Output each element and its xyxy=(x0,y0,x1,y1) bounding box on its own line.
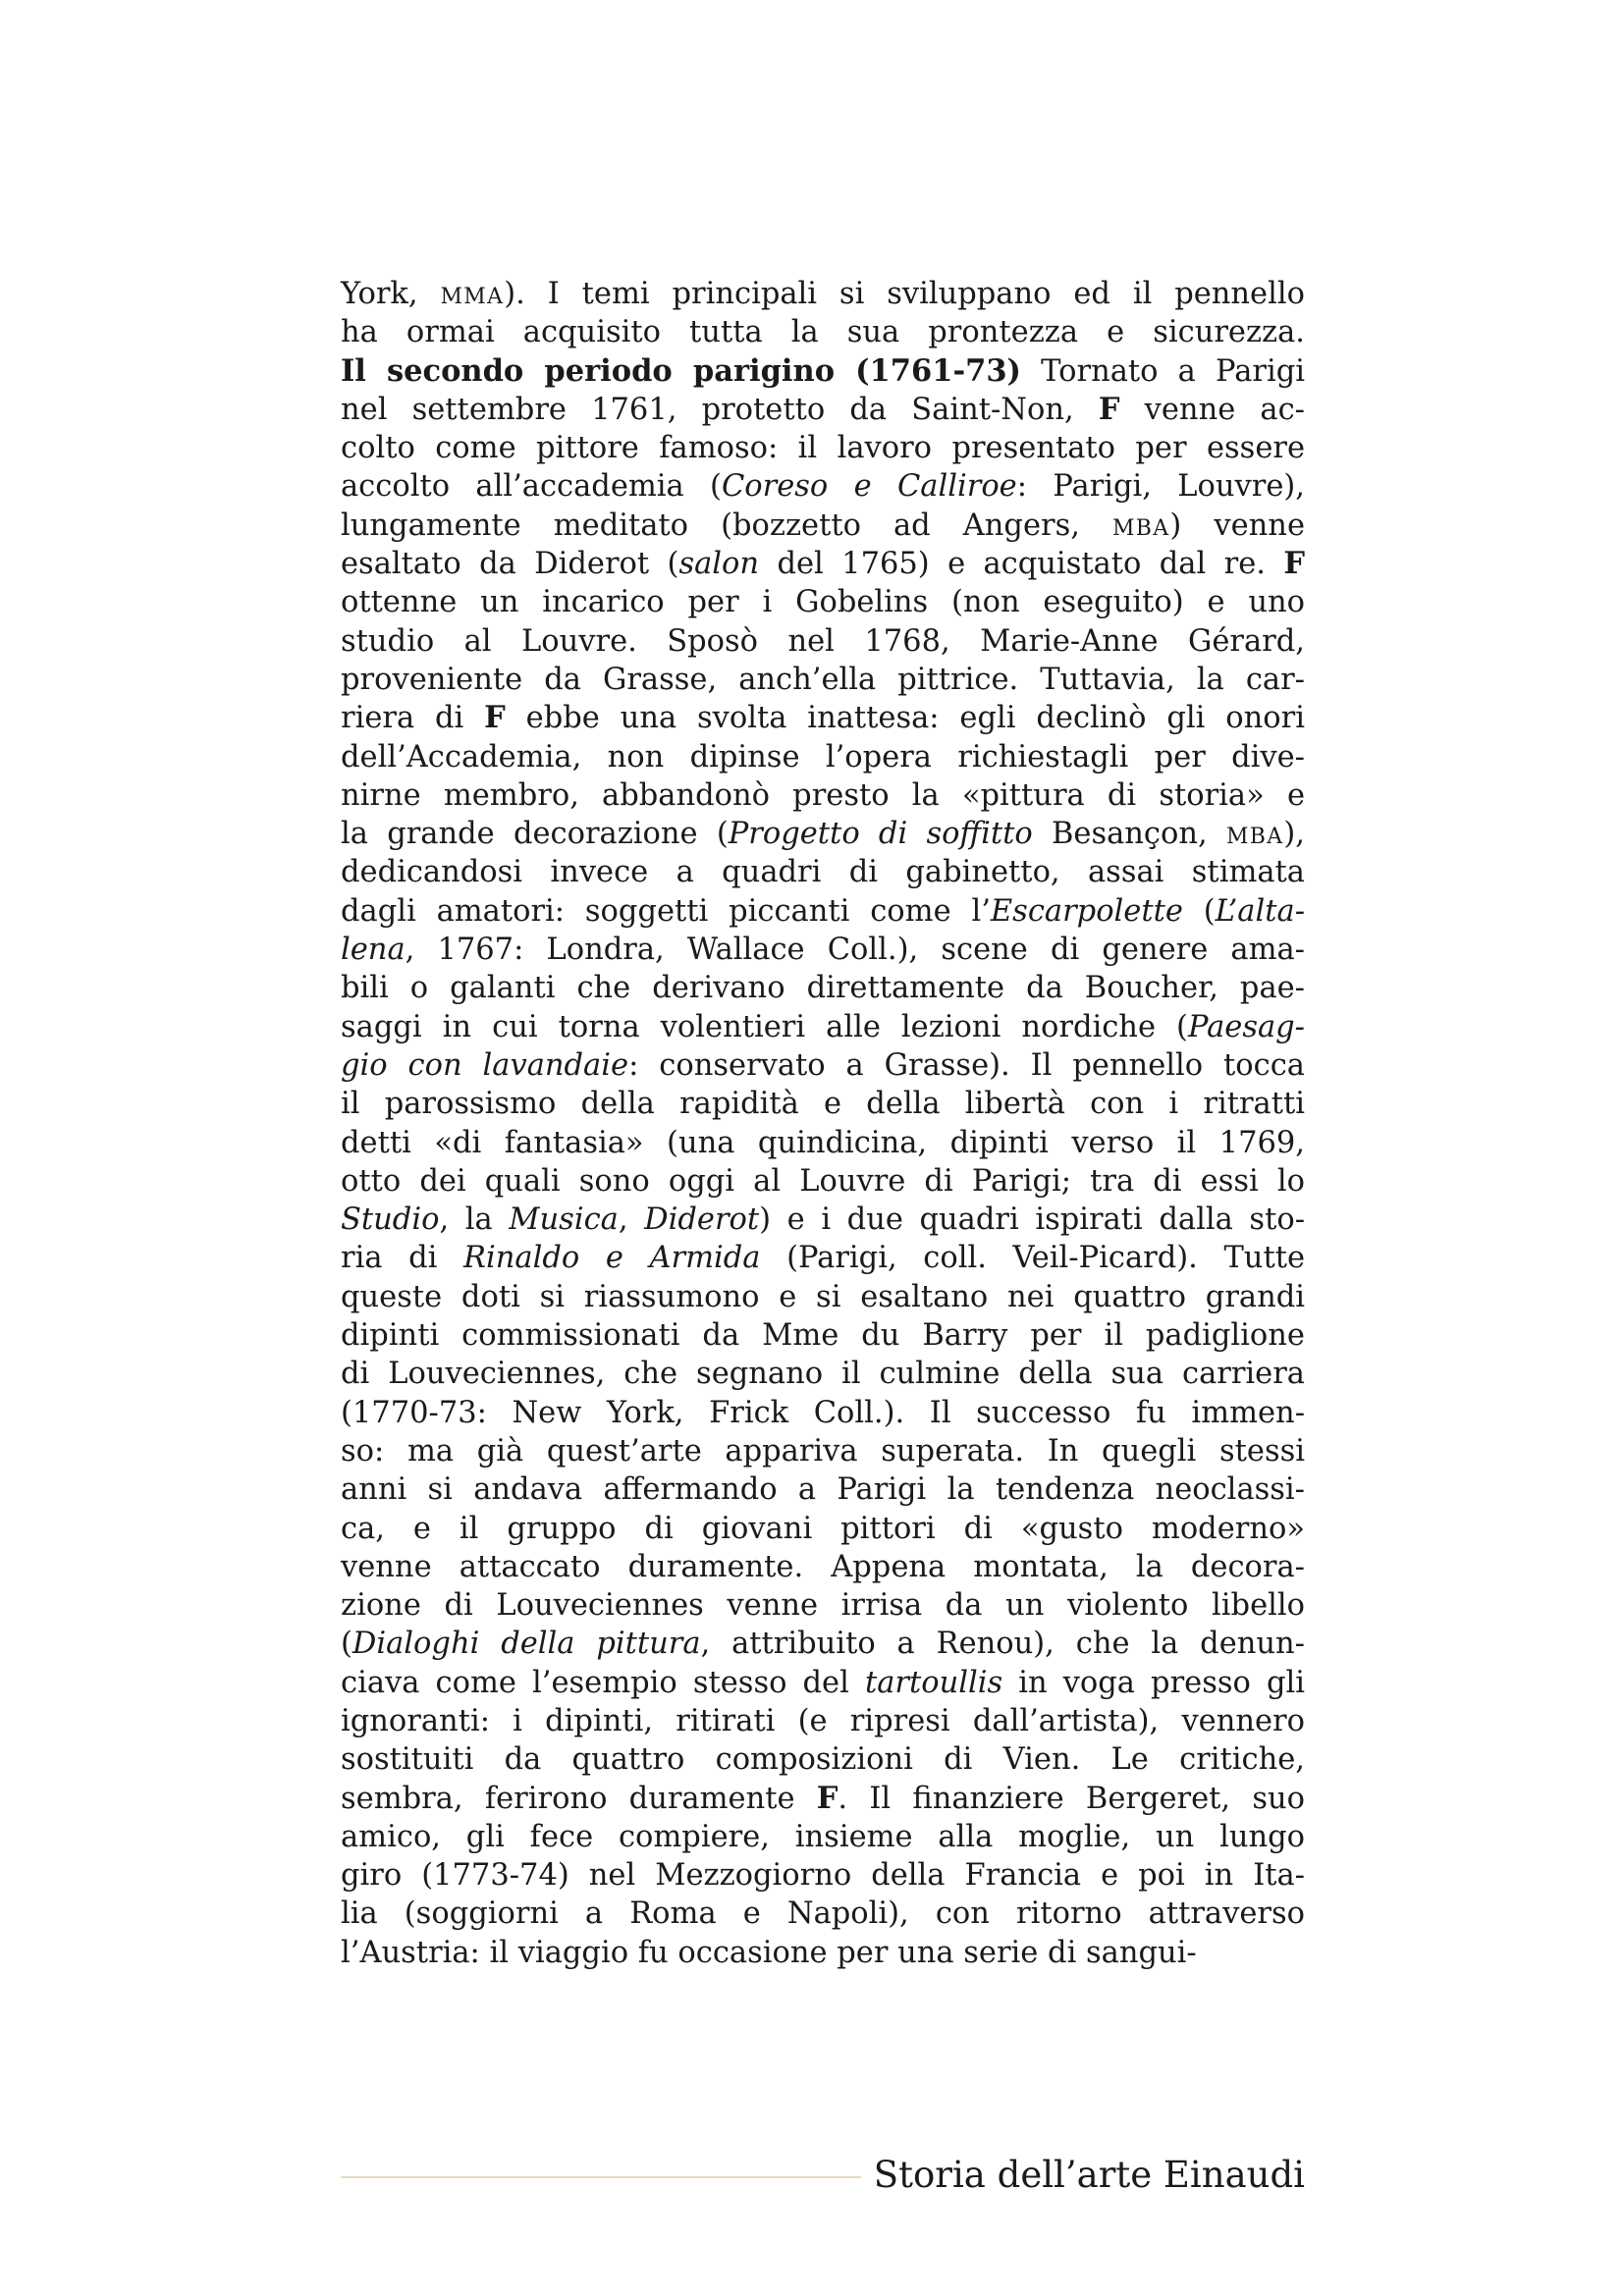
text-run: ciava come l’esempio stesso del xyxy=(341,1665,865,1700)
text-line xyxy=(341,622,1305,661)
italic-run: Diderot xyxy=(644,1202,760,1238)
text-run: . Il finanziere Bergeret, suo xyxy=(838,1781,1305,1816)
text-run: anni si andava affermando a Parigi la tendenza neoclassi- xyxy=(341,1472,1305,1508)
italic-run: Paesag- xyxy=(1187,1009,1305,1044)
text-line xyxy=(341,1316,1305,1355)
text-run: di Louveciennes, che segnano il culmine della sua carriera xyxy=(341,1357,1305,1392)
text-run: , la xyxy=(439,1202,510,1238)
italic-run: tartoullis xyxy=(864,1665,1003,1700)
text-line xyxy=(341,1664,1305,1702)
text-line xyxy=(341,545,1305,583)
text-line xyxy=(341,507,1305,545)
text-run: proveniente da Grasse, anch’ella pittrice. Tuttavia, la car- xyxy=(341,662,1305,697)
text-run: accolto all’accademia ( xyxy=(341,469,722,505)
text-line xyxy=(341,1740,1305,1779)
text-run: sembra, ferirono duramente xyxy=(341,1781,817,1816)
text-line xyxy=(341,699,1305,737)
text-line xyxy=(341,776,1305,815)
text-line xyxy=(341,1278,1305,1316)
text-line xyxy=(341,1934,1305,1972)
italic-run: Coreso e Calliroe xyxy=(721,469,1017,505)
text-line xyxy=(341,1780,1305,1818)
smallcaps-run: MMA xyxy=(440,285,505,309)
text-line xyxy=(341,1702,1305,1740)
text-line xyxy=(341,661,1305,699)
text-line xyxy=(341,467,1305,506)
italic-run: Rinaldo e Armida xyxy=(463,1241,761,1276)
italic-run: gio con lavandaie xyxy=(341,1047,629,1083)
text-run: ) venne xyxy=(1169,507,1305,543)
text-run: dagli amatori: soggetti piccanti come l’ xyxy=(341,893,991,929)
text-run: lungamente meditato (bozzetto ad Angers, xyxy=(341,507,1112,543)
text-run: lia (soggiorni a Roma e Napoli), con ritorno attraverso xyxy=(341,1896,1305,1932)
text-line xyxy=(341,275,1305,313)
text-line xyxy=(341,853,1305,891)
text-run: York, xyxy=(341,277,441,311)
article-body xyxy=(341,275,1305,1972)
text-line xyxy=(341,1856,1305,1895)
italic-run: Studio xyxy=(341,1202,440,1238)
text-line xyxy=(341,1085,1305,1123)
text-run: detti «di fantasia» (una quindicina, dipinti verso il 1769, xyxy=(341,1125,1305,1160)
bold-run: F xyxy=(484,700,506,736)
text-run: riera di xyxy=(341,701,485,736)
text-run: dell’Accademia, non dipinse l’opera richiestagli per dive- xyxy=(341,739,1305,774)
text-line xyxy=(341,738,1305,776)
text-run: bili o galanti che derivano direttamente da Boucher, pae- xyxy=(341,971,1305,1006)
text-line xyxy=(341,1162,1305,1201)
italic-run: Escarpolette xyxy=(990,893,1183,929)
text-line xyxy=(341,1586,1305,1625)
italic-run: Progetto di soffitto xyxy=(728,817,1033,852)
text-run: l’Austria: il viaggio fu occasione per una serie di sangui- xyxy=(341,1935,1197,1970)
text-line xyxy=(341,1432,1305,1470)
text-line xyxy=(341,1548,1305,1586)
text-line xyxy=(341,429,1305,467)
text-run: in voga presso gli xyxy=(1002,1665,1305,1700)
footer-title: Storia dell’arte Einaudi xyxy=(873,2154,1305,2196)
bold-run: F xyxy=(1283,546,1306,582)
text-line xyxy=(341,969,1305,1007)
text-run: ottenne un incarico per i Gobelins (non eseguito) e uno xyxy=(341,585,1305,620)
text-run: ). I temi principali si sviluppano ed il pennello xyxy=(504,277,1305,311)
text-run: del 1765) e acquistato dal re. xyxy=(759,547,1284,582)
footer-rule xyxy=(341,2176,861,2178)
italic-run: Musica xyxy=(509,1202,619,1238)
text-line xyxy=(341,1394,1305,1432)
text-line xyxy=(341,1625,1305,1663)
text-run: nirne membro, abbandonò presto la «pittura di storia» e xyxy=(341,777,1305,813)
text-run: dedicandosi invece a quadri di gabinetto, assai stimata xyxy=(341,855,1305,890)
italic-run: salon xyxy=(678,547,760,582)
text-run: ) e i due quadri ispirati dalla sto- xyxy=(759,1202,1305,1238)
text-run: dipinti commissionati da Mme du Barry per il padiglione xyxy=(341,1318,1305,1354)
italic-run: lena xyxy=(341,933,406,968)
bold-run: F xyxy=(1098,391,1120,427)
text-line xyxy=(341,1818,1305,1856)
text-line xyxy=(341,583,1305,621)
text-line xyxy=(341,1201,1305,1239)
smallcaps-run: MBA xyxy=(1225,825,1284,850)
text-run: la grande decorazione ( xyxy=(341,817,729,852)
text-line xyxy=(341,1895,1305,1933)
text-run: colto come pittore famoso: il lavoro presentato per essere xyxy=(341,431,1305,466)
text-run: so: ma già quest’arte appariva superata. In quegli stessi xyxy=(341,1433,1305,1468)
text-run: studio al Louvre. Sposò nel 1768, Marie-Anne Gérard, xyxy=(341,623,1305,659)
text-run: amico, gli fece compiere, insieme alla moglie, un lungo xyxy=(341,1819,1305,1854)
text-run: ebbe una svolta inattesa: egli declinò gli onori xyxy=(505,701,1305,736)
text-run: giro (1773-74) nel Mezzogiorno della Francia e poi in Ita- xyxy=(341,1858,1305,1894)
text-line xyxy=(341,391,1305,429)
text-line xyxy=(341,1470,1305,1509)
text-run: : conservato a Grasse). Il pennello tocca xyxy=(628,1047,1305,1083)
text-run: , xyxy=(618,1202,645,1238)
text-run: venne attaccato duramente. Appena montata, la decora- xyxy=(341,1549,1305,1584)
text-line xyxy=(341,313,1305,351)
text-run: esaltato da Diderot ( xyxy=(341,547,679,582)
text-run: , 1767: Londra, Wallace Coll.), scene di genere ama- xyxy=(405,933,1305,968)
text-run: zione di Louveciennes venne irrisa da un violento libello xyxy=(341,1588,1305,1624)
text-line xyxy=(341,815,1305,853)
text-run: venne ac- xyxy=(1119,392,1305,427)
text-run: otto dei quali sono oggi al Louvre di Parigi; tra di essi lo xyxy=(341,1163,1305,1199)
text-line xyxy=(341,352,1305,391)
text-run: (1770-73: New York, Frick Coll.). Il successo fu immen- xyxy=(341,1395,1305,1430)
text-line xyxy=(341,931,1305,969)
text-run: saggi in cui torna volentieri alle lezioni nordiche ( xyxy=(341,1009,1188,1044)
smallcaps-run: MBA xyxy=(1112,515,1170,541)
text-line xyxy=(341,1239,1305,1277)
text-run: , attribuito a Renou), che la denun- xyxy=(700,1627,1305,1662)
bold-run: F xyxy=(816,1780,839,1816)
text-run: queste doti si riassumono e si esaltano nei quattro grandi xyxy=(341,1279,1305,1314)
italic-run: L’alta- xyxy=(1215,893,1305,929)
text-run: ), xyxy=(1283,817,1305,852)
bold-run: Il secondo periodo parigino (1761-73) xyxy=(341,352,1021,389)
page-footer xyxy=(341,2151,1305,2200)
text-run: il parossismo della rapidità e della libertà con i ritratti xyxy=(341,1087,1305,1122)
text-run: ria di xyxy=(341,1241,464,1276)
text-run: ( xyxy=(341,1627,352,1662)
text-run: Besançon, xyxy=(1032,817,1226,852)
text-run: (Parigi, coll. Veil-Picard). Tutte xyxy=(760,1241,1306,1276)
text-run: ha ormai acquisito tutta la sua prontezza e sicurezza. xyxy=(341,315,1305,350)
text-line xyxy=(341,1355,1305,1393)
text-run: sostituiti da quattro composizioni di Vien. Le critiche, xyxy=(341,1742,1305,1778)
italic-run: Dialoghi della pittura xyxy=(352,1627,701,1662)
text-run: ignoranti: i dipinti, ritirati (e ripresi dall’artista), vennero xyxy=(341,1703,1305,1738)
text-line xyxy=(341,892,1305,931)
text-run: ( xyxy=(1182,893,1216,929)
text-line xyxy=(341,1046,1305,1085)
text-run: nel settembre 1761, protetto da Saint-Non, xyxy=(341,392,1099,427)
text-line xyxy=(341,1510,1305,1548)
text-run: : Parigi, Louvre), xyxy=(1016,469,1305,505)
text-run: ca, e il gruppo di giovani pittori di «gusto moderno» xyxy=(341,1511,1305,1546)
text-line xyxy=(341,1124,1305,1162)
text-line xyxy=(341,1008,1305,1046)
text-run: Tornato a Parigi xyxy=(1020,353,1305,389)
